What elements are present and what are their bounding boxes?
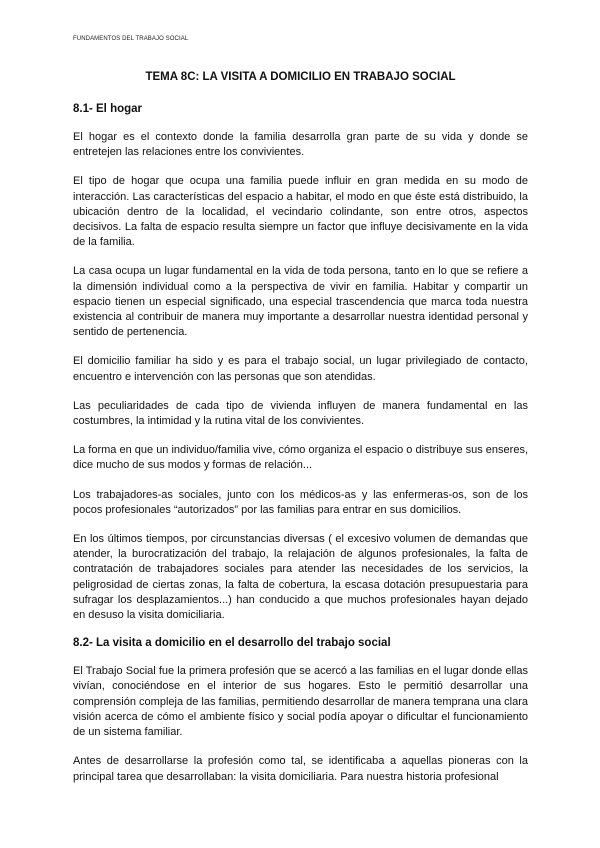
section-heading-el-hogar: 8.1- El hogar (73, 103, 143, 115)
paragraph: Antes de desarrollarse la profesión como tal, se identificaba a aquellas pioneras con la principal tarea que desarrollaban: la visita domiciliaria. Para nuestra historia profesional (73, 755, 528, 783)
paragraph: El domicilio familiar ha sido y es para el trabajo social, un lugar privilegiado de contacto, encuentro e intervención con las personas que son atendidas. (73, 355, 528, 383)
paragraph: La casa ocupa un lugar fundamental en la vida de toda persona, tanto en lo que se refiere a la dimensión individual como a la perspectiva de vivir en familia. Habitar y compartir un espacio tienen un especial significado, una especial trascendencia que marca toda nuestra existencia al contribuir de manera muy importante a desarrollar nuestra identidad personal y sentido de pertenencia. (73, 265, 528, 339)
document-title: TEMA 8C: LA VISITA A DOMICILIO EN TRABAJO SOCIAL (145, 71, 456, 83)
paragraph: El tipo de hogar que ocupa una familia puede influir en gran medida en su modo de interacción. Las características del espacio a habitar, el modo en que éste está distribuido, la ubicación dentro de la localidad, el vecindario colindante, son entre otros, aspectos decisivos. La falta de espacio resulta siempre un factor que influye decisivamente en la vida de la familia. (73, 175, 528, 249)
paragraph: En los últimos tiempos, por circunstancias diversas ( el excesivo volumen de demandas que atender, la burocratización del trabajo, la relajación de algunos profesionales, la falta de contratación de trabajadores sociales para atender las necesidades de los servicios, la peligrosidad de ciertas zonas, la falta de cobertura, la escasa dotación presupuestaria para sufragar los desplazamientos...) han conducido a que muchos profesionales hayan dejado en desuso la visita domiciliaria. (73, 533, 528, 622)
running-header: FUNDAMENTOS DEL TRABAJO SOCIAL (73, 36, 189, 42)
document-body (73, 70, 528, 799)
section-heading-visita-domicilio: 8.2- La visita a domicilio en el desarrollo del trabajo social (73, 637, 391, 650)
paragraph: El Trabajo Social fue la primera profesión que se acercó a las familias en el lugar donde ellas vivían, conociéndose en el interior de sus hogares. Esto le permitió desarrollar una comprensión compleja de las familias, permitiendo desarrollar de manera temprana una clara visión acerca de cómo el ambiente físico y social podía apoyar o dificultar el funcionamiento de un sistema familiar. (73, 665, 528, 739)
paragraph: Las peculiaridades de cada tipo de vivienda influyen de manera fundamental en las costumbres, la intimidad y la rutina vital de los convivientes. (73, 399, 528, 428)
paragraph: El hogar es el contexto donde la familia desarrolla gran parte de su vida y donde se entretejen las relaciones entre los convivientes. (73, 131, 528, 159)
paragraph: Los trabajadores-as sociales, junto con los médicos-as y las enfermeras-os, son de los pocos profesionales “autorizados” por las familias para entrar en sus domicilios. (73, 488, 528, 516)
paragraph: La forma en que un individuo/familia vive, cómo organiza el espacio o distribuye sus enseres, dice mucho de sus modos y formas de relación... (73, 444, 528, 472)
